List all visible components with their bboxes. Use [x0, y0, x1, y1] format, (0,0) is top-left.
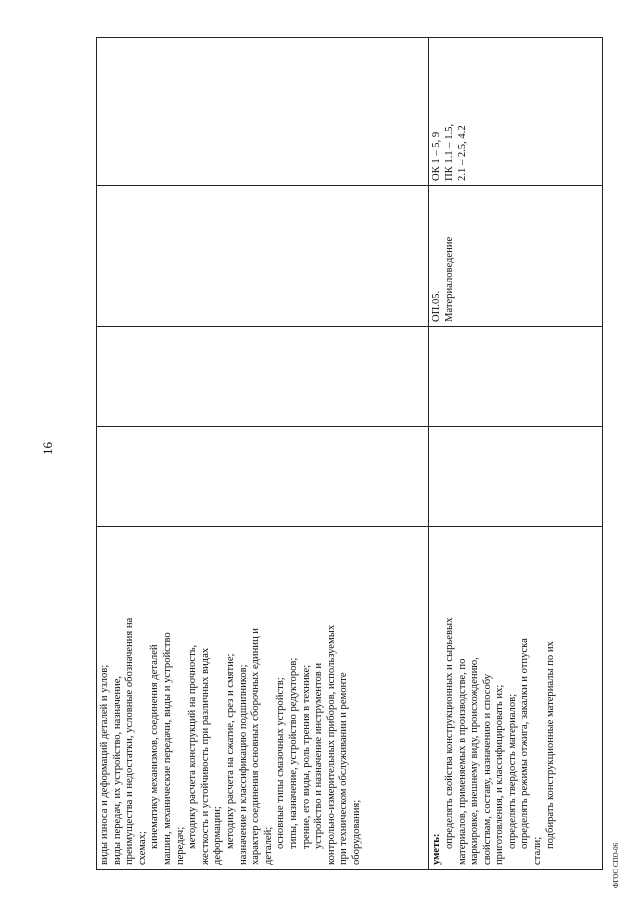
content-line: при техническом обслуживании и ремонте: [338, 672, 350, 865]
table-row-skills: [429, 38, 603, 870]
content-line: основные типы смазочных устройств;: [275, 677, 287, 849]
section-label: уметь:: [431, 833, 443, 865]
discipline-cell: [429, 186, 603, 327]
footer-code: ФГОС СПО-06: [612, 842, 620, 888]
discipline-name: Материаловедение: [443, 236, 455, 322]
content-line: кинематику механизмов, соединения деталей: [149, 644, 161, 849]
content-line: определять режимы отжига, закалки и отпуска: [519, 638, 531, 849]
empty-cell: [97, 427, 429, 527]
content-line: маркировке, внешнему виду, происхождению,: [469, 657, 481, 865]
content-line: типы, назначение, устройство редукторов;: [287, 657, 299, 849]
discipline-cell-empty: [97, 186, 429, 327]
content-line: схемах;: [136, 831, 148, 865]
content-line: жесткость и устойчивость при различных видах: [199, 647, 211, 865]
content-line: свойствам, составу, назначению и способу: [481, 673, 493, 865]
discipline-code: ОП.05.: [431, 290, 443, 322]
competence-codes: ОК 1 – 5, 9 ПК 1.1 – 1.5, 2.1 – 2.5, 4.2: [431, 123, 468, 181]
content-line: стали;: [532, 836, 544, 865]
content-line: назначение и классификацию подшипников;: [237, 664, 249, 865]
content-line: преимущества и недостатки, условные обозначения на: [124, 617, 136, 865]
content-line: подбирать конструкционные материалы по их: [544, 641, 556, 849]
content-line: деформации;: [212, 806, 224, 865]
content-cell-skills: [429, 527, 603, 870]
content-line: приготовления, и классифицировать их;: [494, 684, 506, 865]
content-line: виды передач, их устройство, назначение,: [111, 675, 123, 865]
table-row-knowledge: [97, 38, 429, 870]
empty-cell: [429, 427, 603, 527]
content-line: характер соединения основных сборочных единиц и: [250, 628, 262, 865]
content-line: виды износа и деформаций деталей и узлов;: [99, 664, 110, 865]
empty-cell: [97, 327, 429, 427]
content-line: деталей;: [262, 826, 274, 865]
content-line: трение, его виды, роль трения в технике;: [300, 664, 312, 849]
content-line: машин, механические передачи, виды и устройство: [161, 632, 173, 865]
page-number: 16: [40, 442, 55, 455]
competence-cell-empty: [97, 38, 429, 186]
content-line: передач;: [174, 826, 186, 865]
content-line: методику расчета конструкций на прочность,: [187, 644, 199, 849]
content-line: устройство и назначение инструментов и: [313, 662, 325, 849]
competence-table: [96, 38, 603, 870]
competence-cell: [429, 38, 603, 186]
content-line: контрольно-измерительных приборов, используемых: [325, 624, 337, 865]
content-line: определять твердость материалов;: [506, 693, 518, 849]
empty-cell: [429, 327, 603, 427]
content-line: оборудования;: [350, 799, 362, 865]
content-line: определять свойства конструкционных и сырьевых: [443, 617, 455, 849]
content-cell-knowledge: [97, 527, 429, 870]
content-line: методику расчета на сжатие, срез и смятие;: [224, 653, 236, 849]
content-line: материалов, применяемых в производстве, по: [456, 658, 468, 865]
